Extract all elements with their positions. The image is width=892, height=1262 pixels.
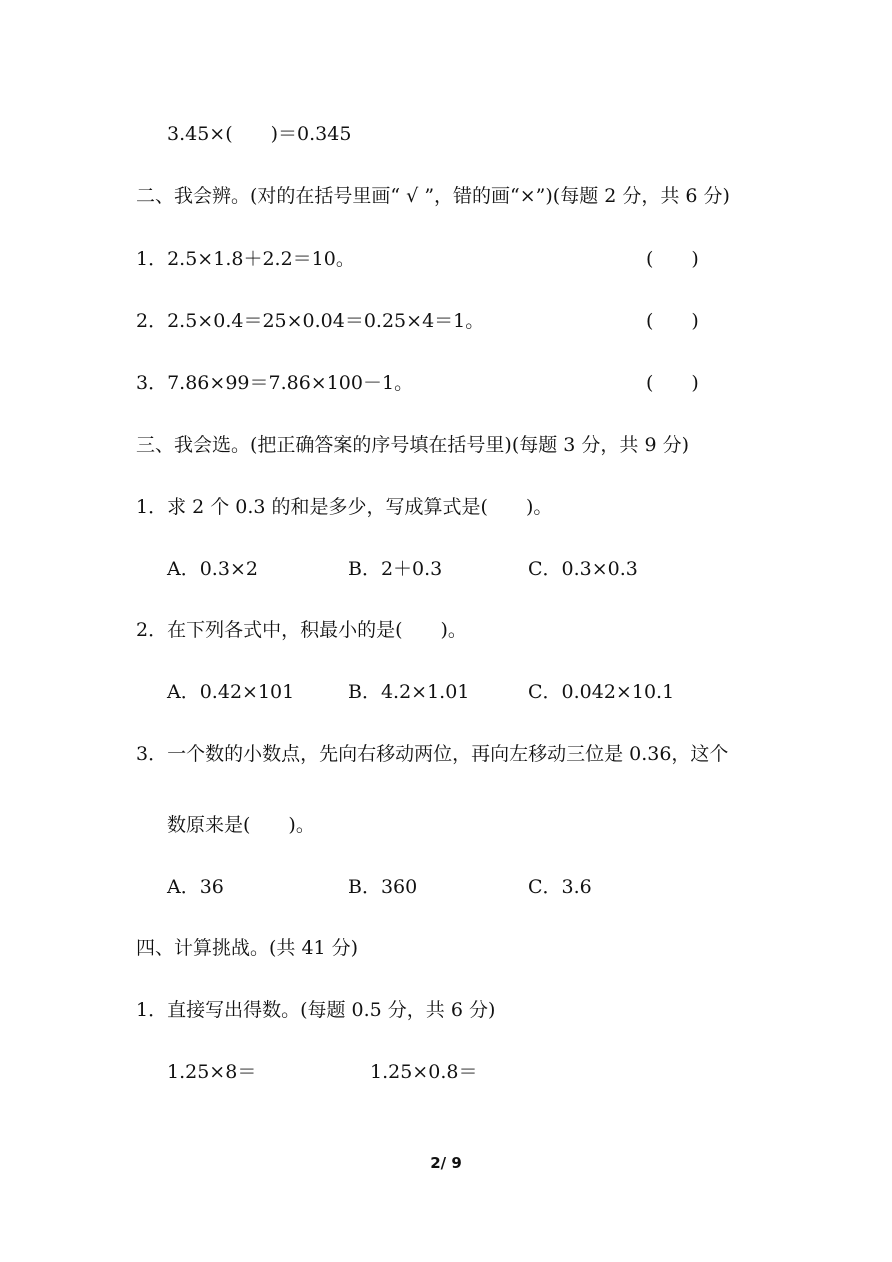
choice-3-option-c: C．3.6 [528,876,592,898]
choice-1-option-a: A．0.3×2 [167,558,258,580]
choice-question-3-line-2: 数原来是( )。 [167,814,315,836]
choice-question-1: 1．求 2 个 0.3 的和是多少，写成算式是( )。 [136,496,553,518]
judge-answer-bracket-2: ( ) [646,310,699,332]
choice-1-option-c: C．0.3×0.3 [528,558,638,580]
choice-question-3-line-1: 3．一个数的小数点，先向右移动两位，再向左移动三位是 0.36，这个 [136,743,729,765]
choice-2-option-c: C．0.042×10.1 [528,681,675,703]
choice-1-option-b: B．2＋0.3 [348,558,443,580]
choice-2-option-a: A．0.42×101 [167,681,295,703]
page-number: 2/ 9 [430,1154,462,1172]
section-3-title: 三、我会选。(把正确答案的序号填在括号里)(每题 3 分，共 9 分) [136,434,689,456]
section-2-title: 二、我会辨。(对的在括号里画“ √ ”，错的画“×”)(每题 2 分，共 6 分) [136,185,730,207]
choice-2-option-b: B．4.2×1.01 [348,681,470,703]
choice-3-option-a: A．36 [167,876,224,898]
choice-question-2: 2．在下列各式中，积最小的是( )。 [136,619,467,641]
judge-answer-bracket-1: ( ) [646,248,699,270]
judge-question-1: 1．2.5×1.8＋2.2＝10。 [136,248,355,270]
calc-item-2: 1.25×0.8＝ [370,1061,478,1083]
fill-question-last: 3.45×( )＝0.345 [167,123,352,145]
calc-question-1: 1．直接写出得数。(每题 0.5 分，共 6 分) [136,999,496,1021]
choice-3-option-b: B．360 [348,876,418,898]
judge-answer-bracket-3: ( ) [646,372,699,394]
judge-question-2: 2．2.5×0.4＝25×0.04＝0.25×4＝1。 [136,310,485,332]
judge-question-3: 3．7.86×99＝7.86×100－1。 [136,372,414,394]
calc-item-1: 1.25×8＝ [167,1061,257,1083]
section-4-title: 四、计算挑战。(共 41 分) [136,937,359,959]
